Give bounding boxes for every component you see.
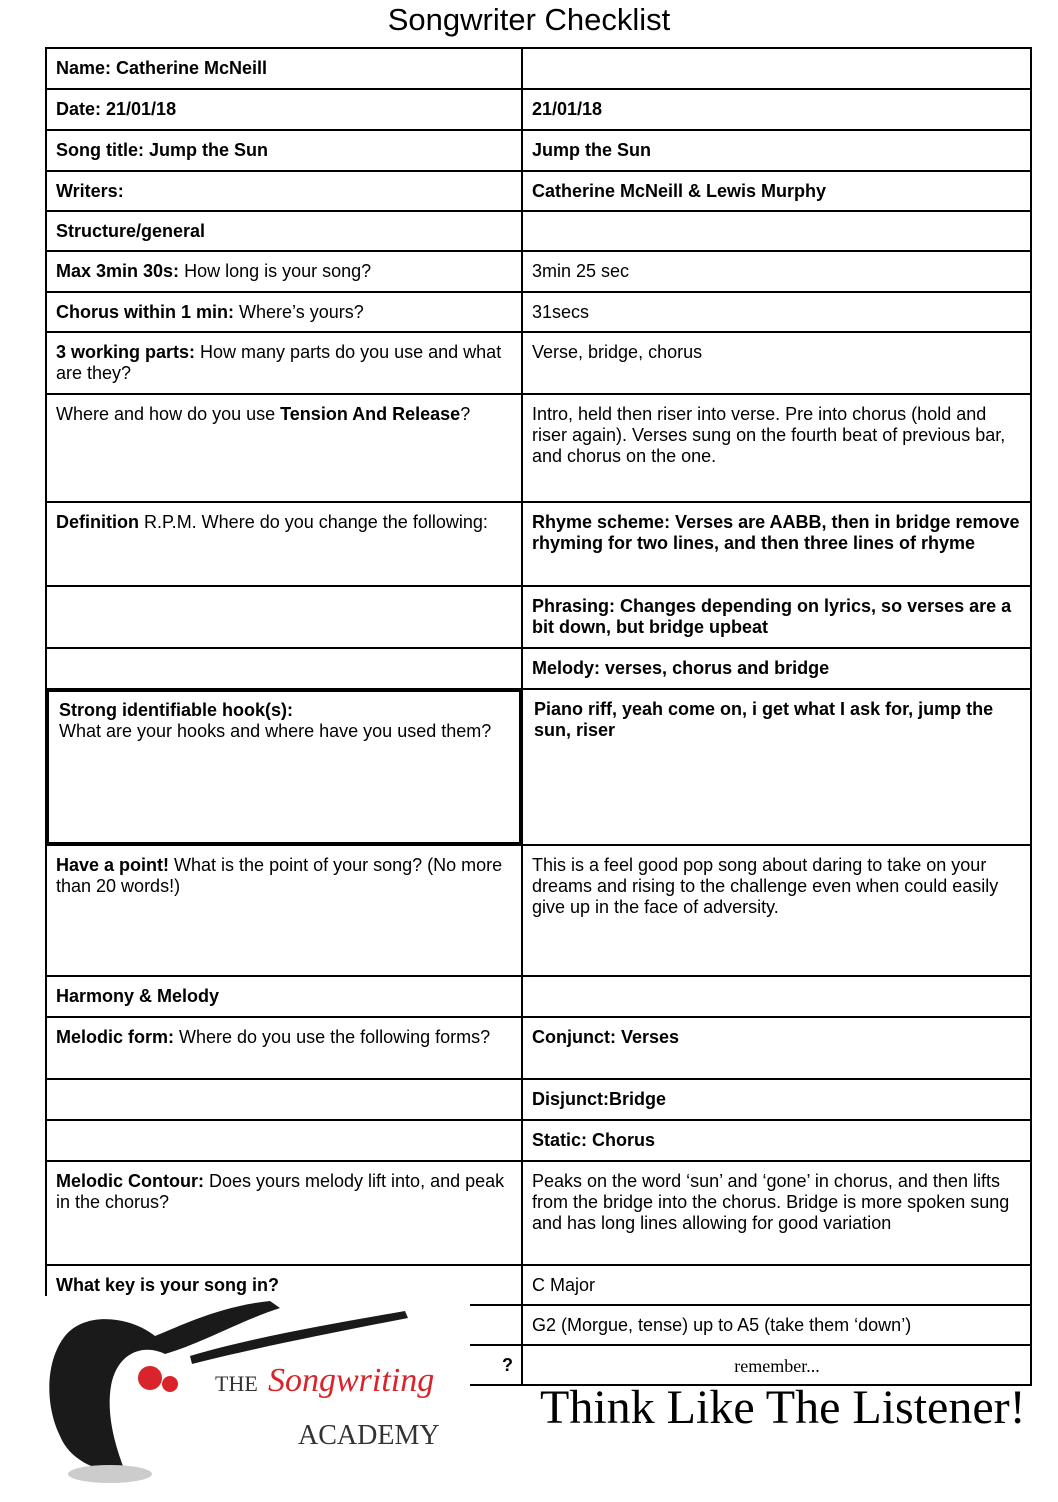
table-row (46, 48, 1031, 89)
last-question: ? (46, 1345, 522, 1385)
date-label: Date: 21/01/18 (46, 89, 522, 130)
question-text: ? (460, 404, 471, 424)
key-question: What key is your song in? (46, 1265, 522, 1305)
question-text: Where and how do you use (56, 404, 281, 424)
empty-cell (46, 648, 522, 689)
tension-release-question (46, 394, 522, 502)
logo-songwriting: Songwriting (268, 1362, 435, 1399)
remember-text: remember... (522, 1345, 1031, 1385)
key-answer: C Major (522, 1265, 1031, 1305)
table-row (46, 292, 1031, 332)
song-length-question (46, 251, 522, 292)
writers-answer: Catherine McNeill & Lewis Murphy (522, 171, 1031, 211)
table-row (46, 1079, 1031, 1120)
table-row (46, 976, 1031, 1017)
song-title-answer: Jump the Sun (522, 130, 1031, 171)
question-bold: Melodic form: (56, 1027, 175, 1047)
slogan-text: Think Like The Listener! (540, 1381, 1026, 1434)
hooks-question (46, 689, 522, 845)
point-question (46, 845, 522, 976)
question-bold: Definition (56, 512, 139, 532)
range-answer: G2 (Morgue, tense) up to A5 (take them ‘down’) (522, 1305, 1031, 1345)
hooks-answer: Piano riff, yeah come on, i get what I ask for, jump the sun, riser (522, 689, 1031, 845)
name-answer (522, 48, 1031, 89)
table-row (46, 394, 1031, 502)
table-row (46, 130, 1031, 171)
phrasing-answer: Phrasing: Changes depending on lyrics, so verses are a bit down, but bridge upbeat (522, 586, 1031, 648)
song-title-label: Song title: Jump the Sun (46, 130, 522, 171)
question-bold: Tension And Release (280, 404, 461, 424)
question-text: Where’s yours? (234, 302, 364, 322)
definition-question (46, 502, 522, 586)
melodic-contour-question (46, 1161, 522, 1265)
table-row (46, 845, 1031, 976)
name-label: Name: Catherine McNeill (46, 48, 522, 89)
logo-swirl-icon (138, 1366, 162, 1390)
section-structure-answer (522, 211, 1031, 251)
chorus-time-question (46, 292, 522, 332)
table-row (46, 332, 1031, 394)
tension-release-answer: Intro, held then riser into verse. Pre into chorus (hold and riser again). Verses sung on the fourth beat of previous bar, and chorus on the one. (522, 394, 1031, 502)
writers-label: Writers: (46, 171, 522, 211)
static-answer: Static: Chorus (522, 1120, 1031, 1161)
question-text: How long is your song? (179, 261, 372, 281)
song-length-answer: 3min 25 sec (522, 251, 1031, 292)
melody-answer: Melody: verses, chorus and bridge (522, 648, 1031, 689)
melodic-form-question (46, 1017, 522, 1079)
question-text: Where do you use the following forms? (174, 1027, 491, 1047)
rhyme-scheme-answer: Rhyme scheme: Verses are AABB, then in bridge remove rhyming for two lines, and then three lines of rhyme (522, 502, 1031, 586)
table-row (46, 502, 1031, 586)
table-row (46, 211, 1031, 251)
section-harmony-answer (522, 976, 1031, 1017)
question-text: What are your hooks and where have you used them? (59, 721, 492, 741)
question-text: Does yours melody lift into, and peak in the chorus? (56, 1171, 505, 1212)
question-text: How many parts do you use and what are they? (56, 342, 502, 383)
disjunct-answer: Disjunct:Bridge (522, 1079, 1031, 1120)
question-bold: 3 working parts: (56, 342, 196, 362)
checklist-table (45, 47, 1032, 1386)
table-row (46, 1017, 1031, 1079)
question-bold: Melodic Contour: (56, 1171, 204, 1191)
table-row (46, 251, 1031, 292)
question-text: What is the point of your song? (No more than 20 words!) (56, 855, 503, 896)
table-row (46, 171, 1031, 211)
date-answer: 21/01/18 (522, 89, 1031, 130)
table-row (46, 89, 1031, 130)
logo-shadow (68, 1465, 152, 1483)
guitar-logo-icon (40, 1296, 470, 1497)
point-answer: This is a feel good pop song about daring to take on your dreams and rising to the challenge even when could easily give up in the face of adversity. (522, 845, 1031, 976)
empty-cell (46, 586, 522, 648)
melodic-contour-answer: Peaks on the word ‘sun’ and ‘gone’ in chorus, and then lifts from the bridge into the chorus. Bridge is more spoken sung and has long lines allowing for good variation (522, 1161, 1031, 1265)
songwriting-academy-logo (40, 1296, 470, 1497)
table-row (46, 689, 1031, 845)
chorus-time-answer: 31secs (522, 292, 1031, 332)
empty-cell (46, 1079, 522, 1120)
empty-cell (46, 1120, 522, 1161)
conjunct-answer: Conjunct: Verses (522, 1017, 1031, 1079)
question-bold: Max 3min 30s: (56, 261, 180, 281)
table-row (46, 1161, 1031, 1265)
question-text: R.P.M. Where do you change the following: (139, 512, 488, 532)
working-parts-answer: Verse, bridge, chorus (522, 332, 1031, 394)
question-bold: Strong identifiable hook(s): (59, 700, 293, 720)
table-row (46, 586, 1031, 648)
logo-the: THE (215, 1371, 258, 1396)
page-title: Songwriter Checklist (387, 2, 671, 37)
working-parts-question (46, 332, 522, 394)
section-structure-heading: Structure/general (46, 211, 522, 251)
question-bold: Chorus within 1 min: (56, 302, 234, 322)
table-row (46, 648, 1031, 689)
section-harmony-heading: Harmony & Melody (46, 976, 522, 1017)
table-row (46, 1120, 1031, 1161)
question-bold: Have a point! (56, 855, 170, 875)
logo-swirl-icon (162, 1376, 178, 1392)
logo-academy: ACADEMY (298, 1420, 440, 1451)
